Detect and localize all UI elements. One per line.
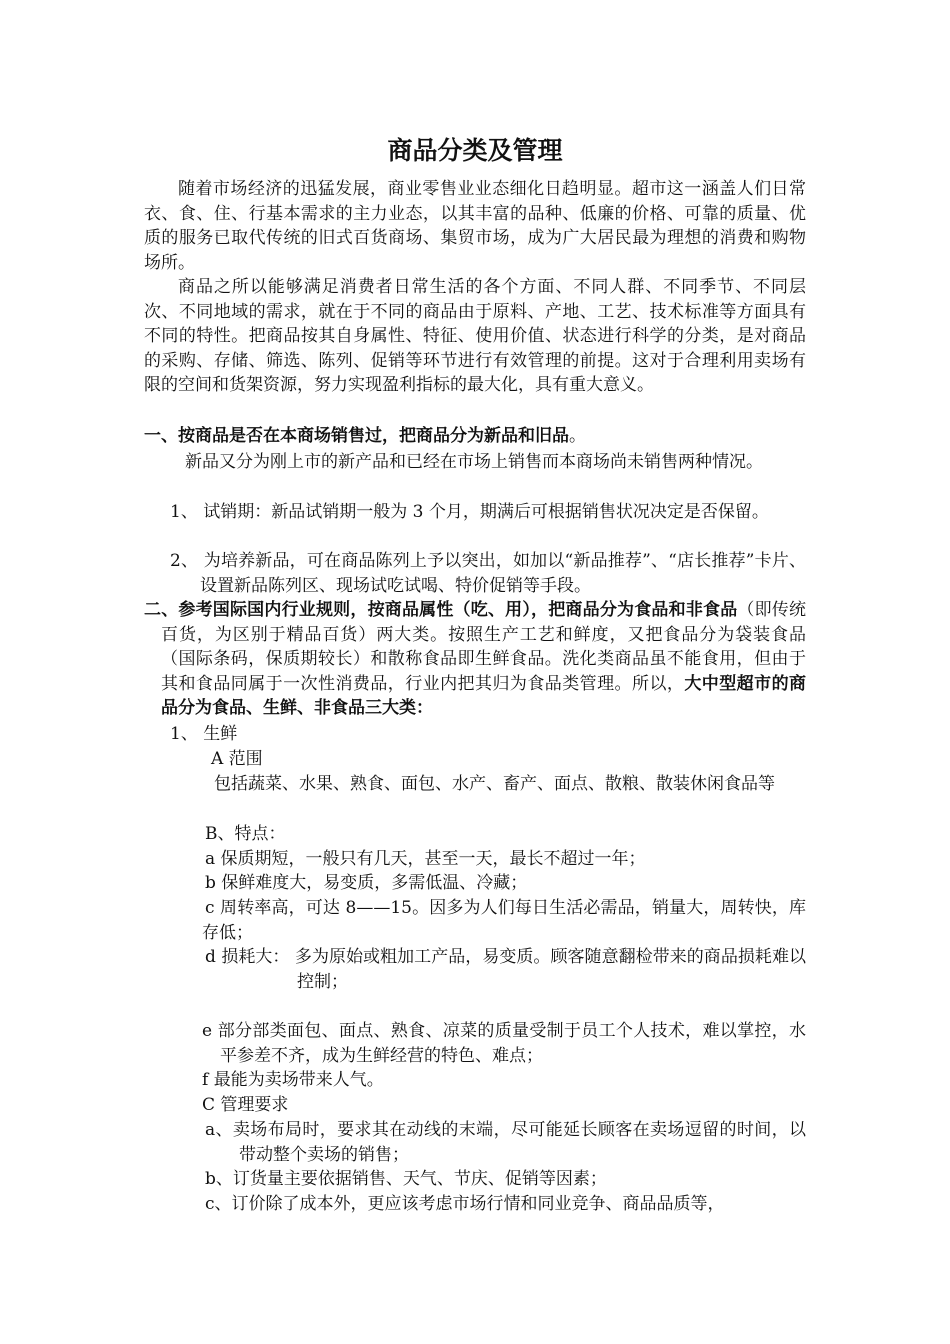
fresh-label: 1、 生鲜 bbox=[170, 724, 238, 744]
fresh-scope-text: 包括蔬菜、水果、熟食、面包、水产、畜产、面点、散粮、散装休闲食品等 bbox=[214, 774, 775, 794]
section-1-item-2: 2、 为培养新品，可在商品陈列上予以突出，如加以“新品推荐”、“店长推荐”卡片、设置新品陈列区、现场试吃试喝、特价促销等手段。 bbox=[170, 551, 806, 596]
section-2-body: （即传统百货，为区别于精品百货）两大类。按照生产工艺和鲜度，又把食品分为袋装食品（国际条码，保质期较长）和散称食品即生鲜食品。洗化类商品虽不能食用，但由于其和食品同属于一次性消费品，行业内把其归为食品类管理。所以， bbox=[161, 600, 806, 694]
fresh-feature-e: e 部分部类面包、面点、熟食、凉菜的质量受制于员工个人技术，难以掌控，水平参差不齐，成为生鲜经营的特色、难点； bbox=[202, 1021, 806, 1066]
section-1-description: 新品又分为刚上市的新产品和已经在市场上销售而本商场尚未销售两种情况。 bbox=[185, 452, 763, 472]
section-1-item-1: 1、 试销期：新品试销期一般为 3 个月，期满后可根据销售状况决定是否保留。 bbox=[170, 502, 769, 522]
section-1-heading-text: 一、按商品是否在本商场销售过，把商品分为新品和旧品 bbox=[144, 426, 569, 446]
section-2-paragraph bbox=[144, 598, 806, 721]
fresh-management-b: b、订货量主要依据销售、天气、节庆、促销等因素； bbox=[205, 1169, 607, 1189]
intro-paragraph-2: 商品之所以能够满足消费者日常生活的各个方面、不同人群、不同季节、不同层次、不同地域的需求，就在于不同的商品由于原料、产地、工艺、技术标准等方面具有不同的特性。把商品按其自身属性、特征、使用价值、状态进行科学的分类，是对商品的采购、存储、筛选、陈列、促销等环节进行有效管理的前提。这对于合理利用卖场有限的空间和货架资源，努力实现盈利指标的最大化，具有重大意义。 bbox=[144, 277, 806, 395]
fresh-scope-label: A 范围 bbox=[211, 749, 263, 769]
fresh-feature-c: c 周转率高，可达 8——15。因多为人们每日生活必需品，销量大，周转快，库存低； bbox=[202, 898, 806, 943]
document-title: 商品分类及管理 bbox=[387, 136, 563, 165]
fresh-feature-b: b 保鲜难度大，易变质，多需低温、冷藏； bbox=[205, 873, 528, 893]
section-1-heading bbox=[144, 424, 806, 449]
section-2-conclusion: 大中型超市的商品分为食品、生鲜、非食品三大类： bbox=[161, 673, 807, 718]
fresh-feature-f: f 最能为卖场带来人气。 bbox=[202, 1070, 384, 1090]
fresh-features-label: B、特点： bbox=[205, 824, 286, 844]
fresh-feature-a: a 保质期短，一般只有几天，甚至一天，最长不超过一年； bbox=[205, 849, 646, 869]
fresh-management-c: c、订价除了成本外，更应该考虑市场行情和同业竞争、商品品质等， bbox=[205, 1194, 725, 1214]
fresh-management-a: a、卖场布局时，要求其在动线的末端，尽可能延长顾客在卖场逗留的时间，以带动整个卖场的销售； bbox=[205, 1120, 806, 1165]
section-2-heading: 二、参考国际国内行业规则，按商品属性（吃、用），把商品分为食品和非食品 bbox=[144, 600, 738, 620]
fresh-feature-d: d 损耗大： 多为原始或粗加工产品，易变质。顾客随意翻检带来的商品损耗难以控制； bbox=[205, 947, 806, 992]
fresh-management-label: C 管理要求 bbox=[202, 1095, 289, 1115]
section-1-heading-tail: 。 bbox=[569, 426, 586, 446]
intro-paragraph-1: 随着市场经济的迅猛发展，商业零售业业态细化日趋明显。超市这一涵盖人们日常衣、食、住、行基本需求的主力业态，以其丰富的品种、低廉的价格、可靠的质量、优质的服务已取代传统的旧式百货商场、集贸市场，成为广大居民最为理想的消费和购物场所。 bbox=[144, 179, 806, 273]
